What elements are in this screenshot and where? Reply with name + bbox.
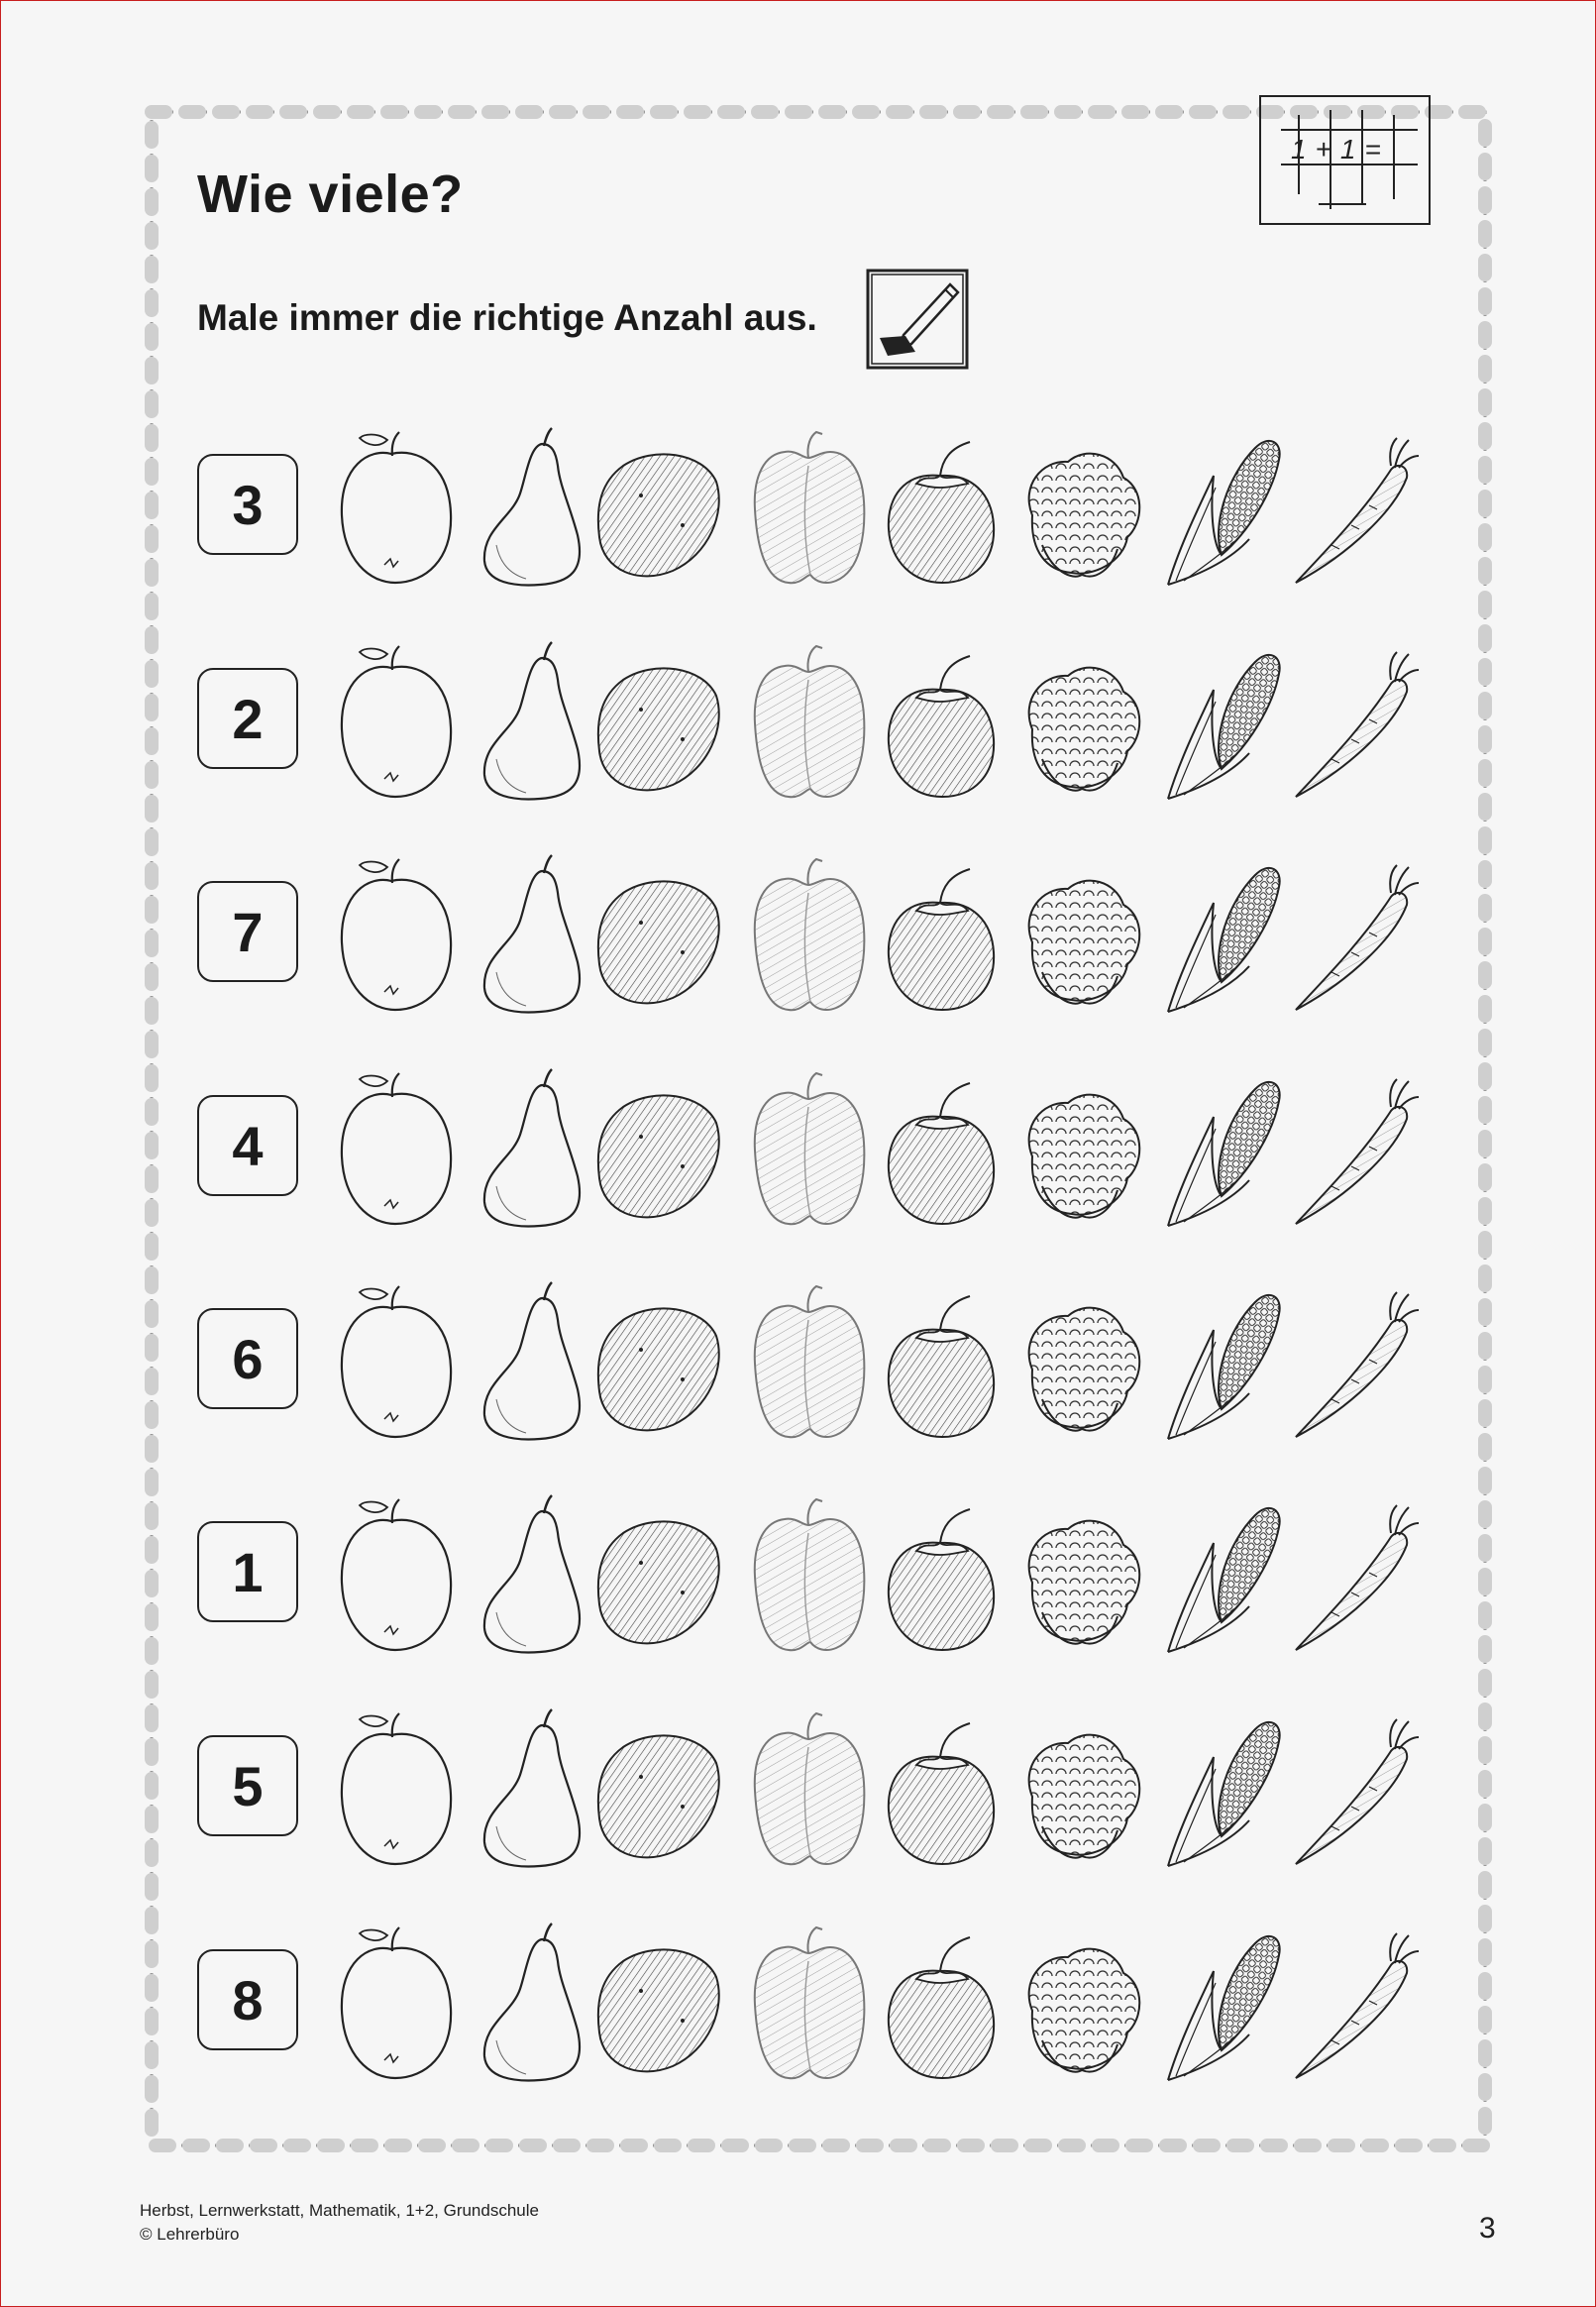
cauliflower-icon[interactable] (1012, 1067, 1141, 1231)
pepper-icon[interactable] (745, 1707, 874, 1871)
math-grid-icon (1259, 95, 1431, 225)
tomato-icon[interactable] (877, 426, 1006, 590)
instruction-text: Male immer die richtige Anzahl aus. (197, 297, 817, 338)
pepper-icon[interactable] (745, 1493, 874, 1657)
number-box: 4 (197, 1095, 298, 1196)
apple-icon[interactable] (330, 1922, 459, 2085)
apple-icon[interactable] (330, 1493, 459, 1657)
apple-icon[interactable] (330, 1067, 459, 1231)
potato-icon[interactable] (593, 1707, 722, 1871)
number-box: 7 (197, 881, 298, 982)
pear-icon[interactable] (467, 1280, 595, 1444)
tomato-icon[interactable] (877, 640, 1006, 804)
pear-icon[interactable] (467, 1922, 595, 2085)
pepper-icon[interactable] (745, 1922, 874, 2085)
counting-row (197, 853, 1455, 1032)
corn-icon[interactable] (1160, 1922, 1289, 2085)
cauliflower-icon[interactable] (1012, 1707, 1141, 1871)
pencil-icon (866, 269, 969, 370)
counting-row (197, 1067, 1455, 1246)
pepper-icon[interactable] (745, 640, 874, 804)
cauliflower-icon[interactable] (1012, 640, 1141, 804)
counting-row (197, 1707, 1455, 1886)
counting-row (197, 1922, 1455, 2100)
pepper-icon[interactable] (745, 426, 874, 590)
carrot-icon[interactable] (1292, 426, 1421, 590)
tomato-icon[interactable] (877, 1493, 1006, 1657)
pear-icon[interactable] (467, 1493, 595, 1657)
counting-row (197, 426, 1455, 604)
corn-icon[interactable] (1160, 853, 1289, 1017)
number-box: 5 (197, 1735, 298, 1836)
carrot-icon[interactable] (1292, 853, 1421, 1017)
carrot-icon[interactable] (1292, 1922, 1421, 2085)
corn-icon[interactable] (1160, 1493, 1289, 1657)
pepper-icon[interactable] (745, 1280, 874, 1444)
footer-credit (140, 2199, 539, 2247)
tomato-icon[interactable] (877, 1922, 1006, 2085)
pear-icon[interactable] (467, 1067, 595, 1231)
tomato-icon[interactable] (877, 1280, 1006, 1444)
math-icon-text: 1+1= (1291, 134, 1390, 165)
footer-credit-line2: © Lehrerbüro (140, 2225, 240, 2244)
potato-icon[interactable] (593, 1280, 722, 1444)
pear-icon[interactable] (467, 1707, 595, 1871)
apple-icon[interactable] (330, 1280, 459, 1444)
apple-icon[interactable] (330, 426, 459, 590)
potato-icon[interactable] (593, 426, 722, 590)
carrot-icon[interactable] (1292, 1493, 1421, 1657)
cauliflower-icon[interactable] (1012, 853, 1141, 1017)
pear-icon[interactable] (467, 640, 595, 804)
pepper-icon[interactable] (745, 1067, 874, 1231)
page-number: 3 (1479, 2212, 1496, 2245)
apple-icon[interactable] (330, 640, 459, 804)
counting-row (197, 1493, 1455, 1672)
carrot-icon[interactable] (1292, 640, 1421, 804)
cauliflower-icon[interactable] (1012, 1493, 1141, 1657)
potato-icon[interactable] (593, 1493, 722, 1657)
number-box: 3 (197, 454, 298, 555)
potato-icon[interactable] (593, 640, 722, 804)
potato-icon[interactable] (593, 853, 722, 1017)
corn-icon[interactable] (1160, 1067, 1289, 1231)
tomato-icon[interactable] (877, 1707, 1006, 1871)
number-box: 1 (197, 1521, 298, 1622)
apple-icon[interactable] (330, 853, 459, 1017)
corn-icon[interactable] (1160, 1280, 1289, 1444)
corn-icon[interactable] (1160, 640, 1289, 804)
pear-icon[interactable] (467, 853, 595, 1017)
counting-row (197, 640, 1455, 819)
number-box: 6 (197, 1308, 298, 1409)
carrot-icon[interactable] (1292, 1707, 1421, 1871)
potato-icon[interactable] (593, 1067, 722, 1231)
counting-row (197, 1280, 1455, 1459)
carrot-icon[interactable] (1292, 1280, 1421, 1444)
corn-icon[interactable] (1160, 426, 1289, 590)
carrot-icon[interactable] (1292, 1067, 1421, 1231)
cauliflower-icon[interactable] (1012, 426, 1141, 590)
number-box: 8 (197, 1949, 298, 2050)
pear-icon[interactable] (467, 426, 595, 590)
pepper-icon[interactable] (745, 853, 874, 1017)
footer-credit-line1: Herbst, Lernwerkstatt, Mathematik, 1+2, Grundschule (140, 2201, 539, 2220)
cauliflower-icon[interactable] (1012, 1922, 1141, 2085)
number-box: 2 (197, 668, 298, 769)
tomato-icon[interactable] (877, 1067, 1006, 1231)
corn-icon[interactable] (1160, 1707, 1289, 1871)
cauliflower-icon[interactable] (1012, 1280, 1141, 1444)
apple-icon[interactable] (330, 1707, 459, 1871)
page-title: Wie viele? (197, 165, 464, 224)
potato-icon[interactable] (593, 1922, 722, 2085)
tomato-icon[interactable] (877, 853, 1006, 1017)
